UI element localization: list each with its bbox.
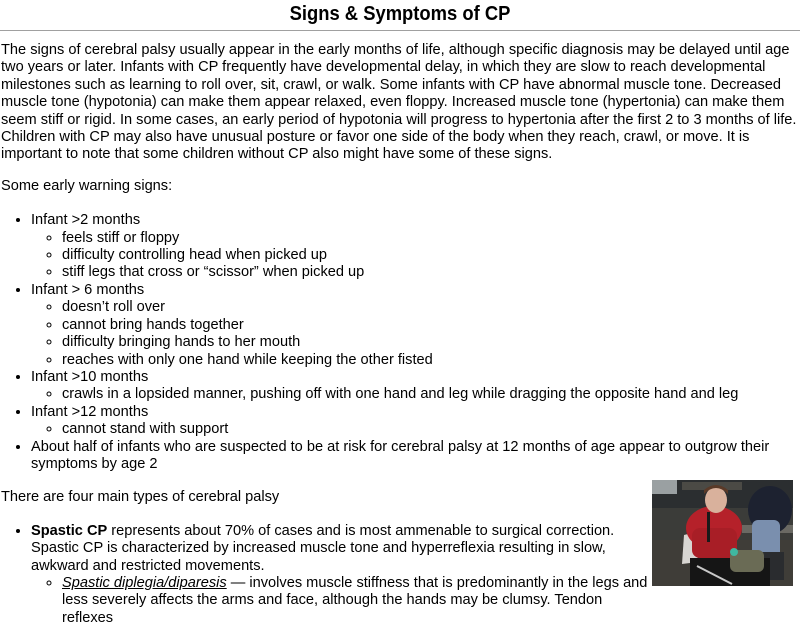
cp-types-list bbox=[0, 523, 656, 627]
symptom-item: ◦ doesn’t roll over bbox=[62, 299, 800, 316]
age-group-label: Infant >10 months bbox=[31, 368, 149, 385]
type-name: Spastic CP bbox=[31, 522, 108, 539]
symptom-item: ◦ stiff legs that cross or “scissor” when picked up bbox=[62, 264, 800, 281]
subtype-description: — involves muscle stiffness that is predominantly in the legs and less severely affects the arms and face, although the hands may be clumsy. Tendon reflexes bbox=[62, 574, 648, 626]
symptom-list bbox=[31, 230, 800, 282]
symptom-list bbox=[31, 386, 800, 403]
age-group-label: Infant >2 months bbox=[31, 212, 141, 229]
symptom-list bbox=[31, 421, 800, 438]
types-label: There are four main types of cerebral palsy bbox=[1, 489, 280, 506]
subtype-list bbox=[31, 575, 656, 627]
age-group-label: Infant >12 months bbox=[31, 403, 149, 420]
type-spastic bbox=[31, 523, 656, 627]
age-group-2-months bbox=[31, 212, 800, 282]
symptom-item: ◦ difficulty bringing hands to her mouth bbox=[62, 334, 800, 351]
title-divider bbox=[0, 30, 800, 31]
subtype-name: Spastic diplegia/diparesis bbox=[62, 574, 227, 591]
age-group-12-months bbox=[31, 404, 800, 439]
wheelchair-photo bbox=[652, 480, 793, 586]
page-title: Signs & Symptoms of CP bbox=[289, 3, 511, 25]
symptom-item: ◦ cannot bring hands together bbox=[62, 317, 800, 334]
intro-paragraph: The signs of cerebral palsy usually appear in the early months of life, although specific diagnosis may be delayed until age two years or later. Infants with CP frequently have developmental delay, in which they are slow to reach developmental milestones such as learning to roll over, sit, crawl, or walk. Some infants with CP have abnormal muscle tone. Decreased muscle tone (hypotonia) can make them appear relaxed, even floppy. Increased muscle tone (hypertonia) can make them seem stiff or rigid. In some cases, an early period of hypotonia will progress to hypertonia after the first 2 to 3 months of life. Children with CP may also have unusual posture or favor one side of the body when they reach, crawl, or move. It is important to note that some children without CP also might have some of these signs. bbox=[1, 42, 797, 163]
age-group-6-months bbox=[31, 282, 800, 369]
symptom-item: ◦ feels stiff or floppy bbox=[62, 230, 800, 247]
type-description: represents about 70% of cases and is most ammenable to surgical correction. Spastic CP is characterized by increased muscle tone and hyperreflexia resulting in slow, awkward and restricted movements. bbox=[31, 522, 615, 574]
age-group-label: Infant > 6 months bbox=[31, 281, 145, 298]
warning-signs-list bbox=[0, 212, 800, 473]
age-group-10-months bbox=[31, 369, 800, 404]
warning-signs-label: Some early warning signs: bbox=[1, 177, 173, 194]
outgrow-note: • About half of infants who are suspected to be at risk for cerebral palsy at 12 months of age appear to outgrow their symptoms by age 2 bbox=[31, 439, 800, 474]
photo-illustration bbox=[652, 480, 793, 586]
subtype-diplegia bbox=[62, 575, 656, 627]
symptom-item: ◦ difficulty controlling head when picked up bbox=[62, 247, 800, 264]
symptom-item: ◦ crawls in a lopsided manner, pushing off with one hand and leg while dragging the opposite hand and leg bbox=[62, 386, 800, 403]
symptom-item: ◦ reaches with only one hand while keeping the other fisted bbox=[62, 352, 800, 369]
symptom-item: ◦ cannot stand with support bbox=[62, 421, 800, 438]
symptom-list bbox=[31, 299, 800, 369]
